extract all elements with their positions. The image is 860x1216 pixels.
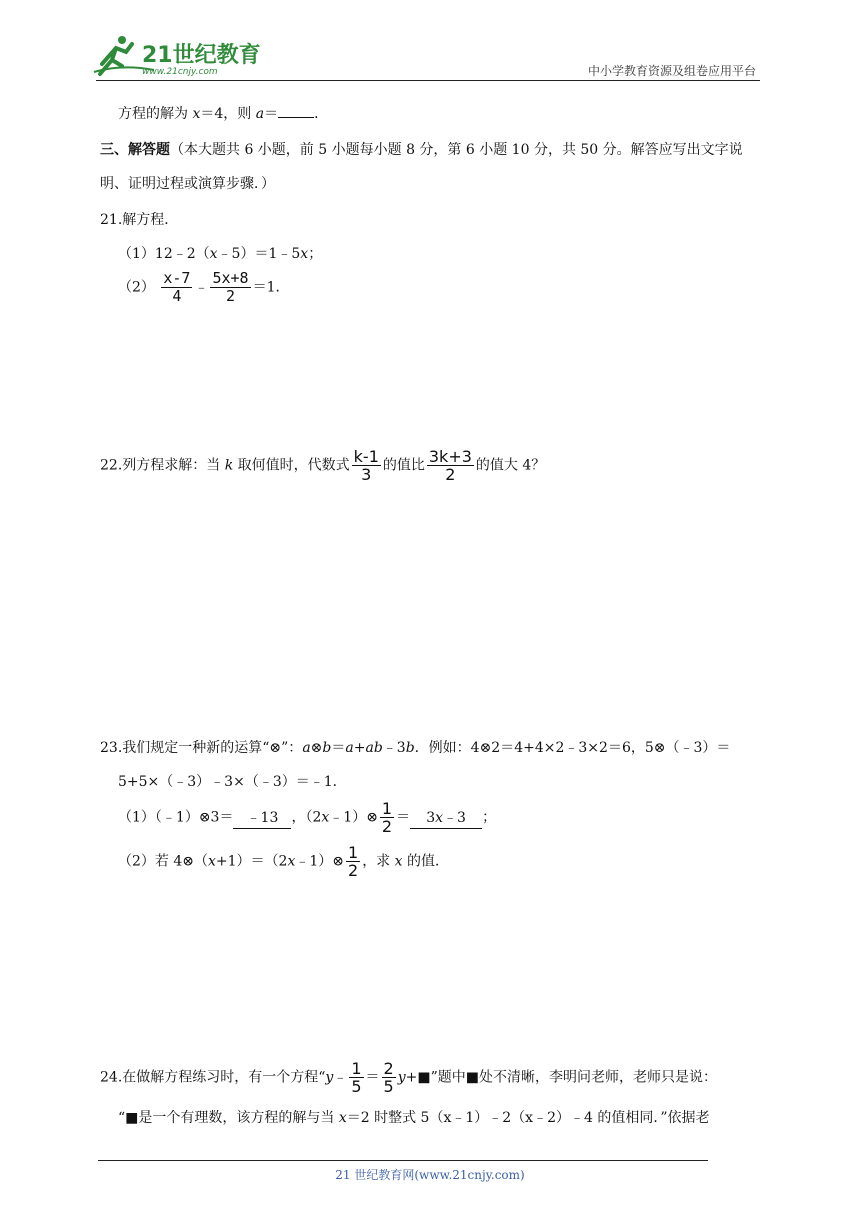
logo-text: 21世纪教育 bbox=[142, 43, 261, 68]
section-3-desc-cont: 明、证明过程或演算步骤．） bbox=[100, 176, 275, 192]
question-23-line-1: 23.我们规定一种新的运算“⊗”：a⊗b＝a+ab﹣3b．例如：4⊗2＝4+4×2﹣3×2＝6，5⊗（﹣3）＝ bbox=[100, 740, 731, 756]
question-21-part-2: （2） $\frac{x-7}{4}$ ﹣ $\frac{5x+8}{2}$ ＝1． bbox=[118, 269, 290, 305]
logo-url-text: www.21cnjy.com bbox=[142, 67, 218, 77]
answer-filled: ﹣13 bbox=[233, 808, 291, 829]
question-23-part-1: （1）（﹣1）⊗3＝ ﹣13 ，（2x﹣1）⊗ $\frac{1}{2}$ ＝ 3x﹣3 ； bbox=[118, 799, 497, 836]
prev-question-tail: 方程的解为 x＝4，则 a＝ ． bbox=[118, 106, 329, 122]
fraction: $\frac{2}{5}$ bbox=[383, 1059, 394, 1096]
question-23-part-2: （2）若 4⊗（x+1）＝（2x﹣1）⊗ $\frac{1}{2}$ ，求 x 的值． bbox=[118, 843, 449, 880]
question-23-line-2: 5+5×（﹣3）﹣3×（﹣3）＝﹣1． bbox=[118, 774, 347, 790]
runner-logo-icon bbox=[92, 34, 262, 78]
header-platform-text: 中小学教育资源及组卷应用平台 bbox=[587, 64, 756, 78]
site-logo bbox=[92, 34, 262, 78]
fraction: $\frac{x-7}{4}$ bbox=[163, 269, 191, 305]
question-24-line-2: “■是一个有理数，该方程的解与当 x＝2 时整式 5（x﹣1）﹣2（x﹣2）﹣4 的值相同．”依据老 bbox=[118, 1110, 710, 1126]
section-3-heading bbox=[100, 140, 743, 160]
footer-divider bbox=[98, 1160, 708, 1161]
answer-blank bbox=[278, 105, 314, 118]
section-desc: （本大题共 6 小题，前 5 小题每小题 8 分，第 6 小题 10 分，共 50 分。解答应写出文字说 bbox=[170, 142, 743, 158]
header-divider bbox=[96, 80, 760, 81]
fraction: $\frac{1}{5}$ bbox=[351, 1059, 362, 1096]
fraction: $\frac{5x+8}{2}$ bbox=[212, 269, 249, 305]
question-22: 22.列方程求解：当 k 取何值时，代数式 $\frac{k-1}{3}$ 的值比 $\frac{3k+3}{2}$ 的值大 4？ bbox=[100, 447, 546, 484]
section-title: 三、解答题 bbox=[100, 142, 170, 158]
question-21-part-1: （1）12﹣2（x﹣5）＝1﹣5x； bbox=[118, 246, 323, 262]
question-21-title: 21.解方程． bbox=[100, 212, 179, 228]
fraction: $\frac{3k+3}{2}$ bbox=[428, 447, 472, 484]
fraction: $\frac{1}{2}$ bbox=[381, 799, 393, 836]
question-24-line-1: 24.在做解方程练习时，有一个方程“y﹣ $\frac{1}{5}$ ＝ $\frac{2}{5}$ y+■”题中■处不清晰，李明问老师，老师只是说： bbox=[100, 1059, 717, 1096]
footer-site-text: 21 世纪教育网(www.21cnjy.com) bbox=[335, 1168, 525, 1182]
fraction: $\frac{1}{2}$ bbox=[348, 843, 359, 880]
answer-filled: 3x﹣3 bbox=[410, 808, 482, 829]
fraction: $\frac{k-1}{3}$ bbox=[353, 447, 379, 484]
